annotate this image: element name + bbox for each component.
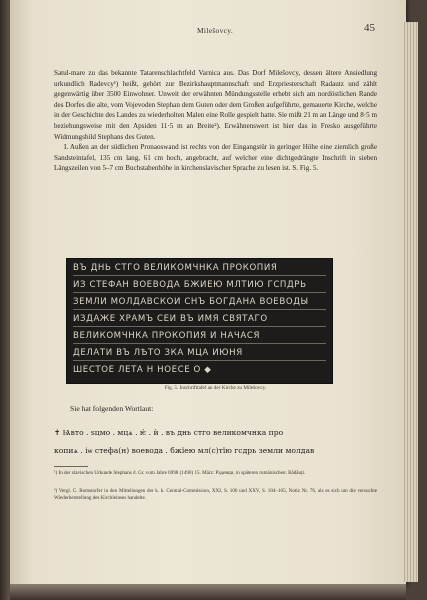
inscription-line: ИЗ СТЕФАН ВОЕВОДА БЖИЕЮ МЛТИЮ ГСПДРЬ: [73, 280, 326, 293]
paragraph: Satul-mare zu das bekannte Tatarenschlachtfeld Varnica aus. Das Dorf Milešovcy, dessen ältere Ansiedlung urkundlich Radevcy¹) heißt, gehört zur Bezirkshauptmannschaft und Erzpriesterschaft Radautz und zählt gegenwärtig über 3500 Einwohner. Unweit der erwähnten Mündungsstelle erhebt sich am nordöstlichen Rande des Dorfes die alte, vom Vojevoden Stephan dem Guten oder dem Großen aufgeführte, gemauerte Kirche, welche in der Geschichte des Landes zu wiederholten Malen eine Rolle gespielt hatte. Sie mißt 21 m an Länge und 8·5 m beziehungsweise mit den Apsiden 11·5 m an Breite²). Erwähnenswert ist hier das in Fresko ausgeführte Widmungsbild Stephans des Guten.: [54, 69, 377, 141]
body-text: [54, 68, 377, 174]
book-bottom-edge: [10, 584, 406, 600]
footnote: ¹) In der slavischen Urkunde Stephans d. Gr. vom Jahre 6998 (1490) 15. März: Радевци, in späteren rumänischen: Rădăuți.: [54, 470, 306, 476]
inscription-line: ДЕЛАТИ ВЪ ЛѢТО ЗКА МЦА ИЮНЯ: [73, 348, 326, 361]
wortlaut-intro: Sie hat folgenden Wortlaut:: [70, 404, 154, 413]
inscription-line: ИЗДАЖЕ ХРАМЪ СЕИ ВЪ ИМЯ СВЯТАГО: [73, 314, 326, 327]
transcription-line: ✝ Ѩвто . ѕцмо . мцѧ . ѥ́ . ѝ . въ днь стго великомчнка про: [54, 428, 284, 437]
paragraph: I. Außen an der südlichen Pronaoswand ist rechts von der Eingangstür in geringer Höhe eine ziemlich große Sandsteintafel, 135 cm lang, 61 cm hoch, angebracht, auf welcher eine dichtgedrängte Inschrift in sieben Längszeilen von 5–7 cm Buchstabenhöhe in kirchenslavischer Sprache zu lesen ist. S. Fig. 5.: [54, 143, 377, 173]
figure-caption: Fig. 5. Inschrifttafel an der Kirche zu Milešovcy.: [164, 385, 267, 391]
inscription-line: ЗЕМЛИ МОЛДАВСКОЙ СНЪ БОГДАНА ВОЕВОДЫ: [73, 297, 326, 310]
page-number: 45: [364, 22, 375, 34]
running-title: Milešovcy.: [196, 26, 234, 35]
running-header: [55, 22, 375, 36]
inscription-line: ШЕСТОЕ ЛЕТА Н НОЕСЕ О ◆: [73, 365, 212, 375]
inscription-line: ВЕЛИКОМЧНКА ПРОКОПИЯ И НАЧАСЯ: [73, 331, 326, 344]
footnote-divider: [54, 466, 88, 467]
footnote: ²) Vergl. C. Romstorfer in den Mitteilungen der k. k. Central-Commission, XXI, S. 106 und XXV, S. 104–105, Notiz Nr. 76, als es sich um die versuchte Wiederherstellung des Kirchleinses handelte.: [54, 488, 377, 502]
transcription-line: копиѧ . iѡ стефа(н) воевода . бжїею мл(с)тїю гсдрь земли молдав: [54, 446, 315, 455]
inscription-figure: [66, 258, 333, 384]
inscription-line: ВЪ ДНЬ СТГО ВЕЛИКОМЧНКА ПРОКОПИЯ: [73, 263, 326, 276]
page-stack-edge: [404, 22, 418, 582]
